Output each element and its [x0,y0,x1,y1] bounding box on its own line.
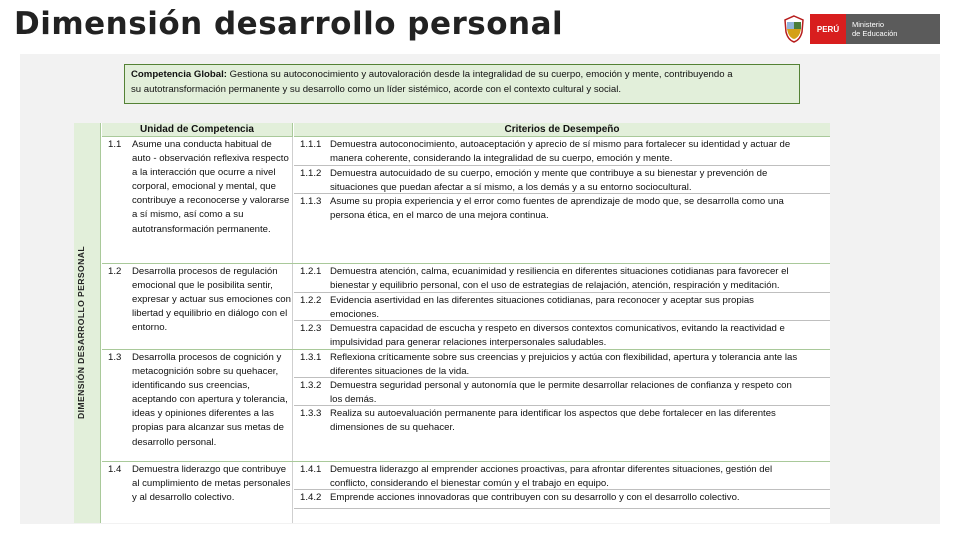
criterion-line: diferentes situaciones de la vida. [330,366,470,378]
criterion-line: dimensiones de su quehacer. [330,422,455,434]
coat-of-arms-icon [782,14,806,44]
criterion-divider [294,377,830,378]
unit-number: 1.1 [108,139,122,150]
criterion-divider [294,320,830,321]
criterion-text [330,322,785,350]
criterion-line: manera coherente, considerando la integralidad de su cuerpo, emoción y mente. [330,153,673,165]
criterion-line: Demuestra atención, calma, ecuanimidad y resiliencia en diferentes situaciones cotidianas para favorecer el [330,266,789,277]
criterion-divider [294,508,830,509]
criterion-number: 1.2.1 [300,266,322,277]
ministry-badge [846,14,940,44]
criterion-line: conflicto, considerando el bienestar común y el trabajo en equipo. [330,478,609,490]
global-competence-line-1 [131,67,793,82]
criterion-text [330,195,784,223]
criterion-text [330,407,776,435]
unit-number: 1.2 [108,266,122,277]
unit-cell [102,462,293,523]
criterion-number: 1.1.1 [300,139,322,150]
dimension-label: DIMENSIÓN DESARROLLO PERSONAL [76,246,86,419]
criterion-line: situaciones que puedan afectar a sí mismo, a los demás y a su entorno sociocultural. [330,182,692,194]
slide-title: Dimensión desarrollo personal [14,6,564,42]
global-competence-text-2: su autotransformación permanente y su desarrollo como un líder sistémico, acorde con el contexto cultural y social. [131,84,622,95]
criterion-text [330,463,772,491]
criterion-text [330,167,767,195]
criterion-line: Evidencia asertividad en las diferentes situaciones cotidianas, para reconocer y aceptar sus propias [330,295,754,306]
criterion-text [330,138,790,166]
criterion-number: 1.1.2 [300,168,322,179]
criterion-line: Demuestra liderazgo al emprender acciones proactivas, para afrontar diferentes situaciones, gestión del [330,464,773,475]
unit-cell [102,350,293,462]
criterion-number: 1.2.3 [300,323,322,334]
criterion-text [330,265,789,293]
criterion-line: Demuestra autoconocimiento, autoaceptación y aprecio de sí mismo para fortalecer su identidad y actuar de [330,139,791,150]
criterion-line: Asume su propia experiencia y el error como fuentes de aprendizaje de modo que, se desarrolla como una [330,196,784,207]
unit-text: Demuestra liderazgo que contribuye al cumplimiento de metas personales y al desarrollo colectivo. [132,464,291,504]
header-unit: Unidad de Competencia [102,123,293,137]
ministry-line-1: Ministerio [852,20,885,29]
global-competence-box [124,64,800,104]
criterion-text [330,294,754,322]
criterion-divider [294,489,830,490]
minedu-logo [782,12,940,46]
criterion-line: Emprende acciones innovadoras que contribuyen con su desarrollo y con el desarrollo colectivo. [330,492,740,503]
criterion-number: 1.3.2 [300,380,322,391]
criterion-divider [294,193,830,194]
criterion-line: Demuestra autocuidado de su cuerpo, emoción y mente que contribuye a su bienestar y prevención de [330,168,768,179]
ministry-line-2: de Educación [852,29,898,38]
criterion-number: 1.1.3 [300,196,322,207]
unit-text: Desarrolla procesos de regulación emocional que le posibilita sentir, expresar y actuar sus emociones con libertad y equilibrio en diálogo con el entorno. [132,266,291,334]
criterion-number: 1.3.3 [300,408,322,419]
peru-badge: PERÚ [810,14,846,44]
criterion-line: Demuestra capacidad de escucha y respeto en diversos contextos comunicativos, evitando la reactividad e [330,323,785,334]
unit-text: Asume una conducta habitual de auto - observación reflexiva respecto a la interacción que ocurre a nivel corporal, emocional y mental, que contribuye a reconocerse y valorarse a sí mismo, así como a su autotransformación permanente. [132,139,290,235]
global-competence-label: Competencia Global: [131,69,227,80]
global-competence-text-1: Gestiona su autoconocimiento y autovaloración desde la integralidad de su cuerpo, emoción y mente, contribuyendo a [226,69,733,80]
criterion-divider [294,405,830,406]
criterion-number: 1.2.2 [300,295,322,306]
unit-number: 1.3 [108,352,122,363]
criterion-text [330,351,797,379]
criterion-text [330,379,792,407]
header-criteria: Criterios de Desempeño [294,123,830,137]
criterion-divider [294,165,830,166]
criterion-line: bienestar y equilibrio personal, con el uso de estrategias de relajación, atención, respiración y meditación. [330,280,780,292]
unit-cell [102,264,293,349]
criterion-line: los demás. [330,394,377,406]
criterion-line: persona ética, en el marco de una mejora continua. [330,210,549,222]
criterion-line: Demuestra seguridad personal y autonomía que le permite desarrollar relaciones de confianza y respeto con [330,380,792,391]
criterion-number: 1.3.1 [300,352,322,363]
criterion-divider [294,292,830,293]
competence-table [74,123,830,523]
criterion-text [330,491,740,505]
unit-cell [102,137,293,269]
criterion-line: Reflexiona críticamente sobre sus creencias y prejuicios y actúa con flexibilidad, apertura y tolerancia ante las [330,352,798,363]
criterion-line: Realiza su autoevaluación permanente para identificar los aspectos que debe fortalecer en las diferentes [330,408,776,419]
dimension-column [74,123,101,523]
unit-text: Desarrolla procesos de cognición y metacognición sobre su quehacer, identificando sus creencias, aceptando con apertura y tolerancia, ideas y opiniones diferentes a las propias para alcanzar sus metas de desarrollo personal. [132,352,288,448]
criterion-line: emociones. [330,309,380,321]
unit-number: 1.4 [108,464,122,475]
criterion-line: impulsividad para generar relaciones interpersonales saludables. [330,337,607,349]
criterion-number: 1.4.2 [300,492,322,503]
criterion-number: 1.4.1 [300,464,322,475]
